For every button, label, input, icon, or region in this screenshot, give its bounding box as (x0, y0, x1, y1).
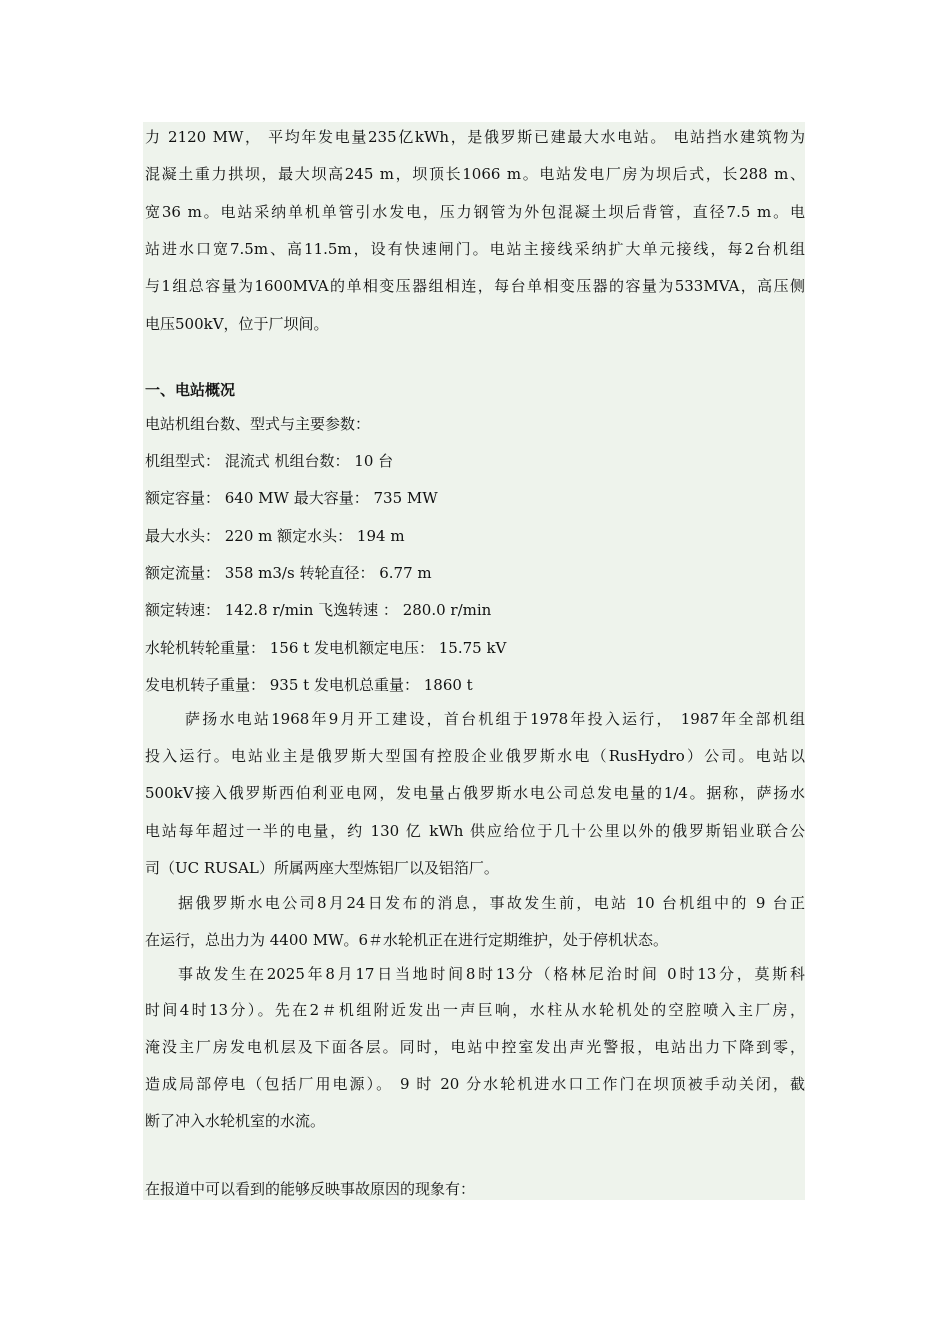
accident-line-1: 事故发生在2025年8月17日当地时间8时13分（格林尼治时间 0时13分，莫斯科 (178, 965, 805, 983)
param-line-1: 机组型式： 混流式 机组台数： 10 台 (145, 452, 394, 470)
history-line-3: 500kV接入俄罗斯西伯利亚电网，发电量占俄罗斯水电公司总发电量的1/4。据称，萨扬水 (145, 784, 805, 802)
intro-line-1: 力 2120 MW， 平均年发电量235亿kWh，是俄罗斯已建最大水电站。 电站挡水建筑物为 (145, 128, 805, 146)
history-line-4: 电站每年超过一半的电量，约 130 亿 kWh 供应给位于几十公里以外的俄罗斯铝业联合公 (145, 822, 805, 840)
history-line-5: 司（UC RUSAL）所属两座大型炼铝厂以及铝箔厂。 (145, 859, 499, 877)
status-line-1: 据俄罗斯水电公司8月24日发布的消息，事故发生前，电站 10 台机组中的 9 台正 (178, 894, 805, 912)
status-line-2: 在运行，总出力为 4400 MW。6＃水轮机正在进行定期维护，处于停机状态。 (145, 931, 669, 949)
section-heading: 一、电站概况 (145, 381, 236, 399)
param-line-3: 最大水头： 220 m 额定水头： 194 m (145, 527, 405, 545)
history-line-2: 投入运行。电站业主是俄罗斯大型国有控股企业俄罗斯水电（RusHydro）公司。电站以 (145, 747, 805, 765)
intro-line-6: 电压500kV，位于厂坝间。 (145, 315, 329, 333)
history-line-1: 萨扬水电站1968年9月开工建设，首台机组于1978年投入运行， 1987年全部机组 (185, 710, 805, 728)
param-line-4: 额定流量： 358 m3/s 转轮直径： 6.77 m (145, 564, 432, 582)
accident-line-4: 造成局部停电（包括厂用电源）。 9 时 20 分水轮机进水口工作门在坝顶被手动关闭，截 (145, 1075, 805, 1093)
intro-line-2: 混凝土重力拱坝，最大坝高245 m，坝顶长1066 m。电站发电厂房为坝后式，长288 m、 (145, 165, 805, 183)
param-line-7: 发电机转子重量： 935 t 发电机总重量： 1860 t (145, 676, 473, 694)
param-line-6: 水轮机转轮重量： 156 t 发电机额定电压： 15.75 kV (145, 639, 507, 657)
intro-line-3: 宽36 m。电站采纳单机单管引水发电，压力钢管为外包混凝土坝后背管，直径7.5 m。电 (145, 203, 805, 221)
intro-line-5: 与1组总容量为1600MVA的单相变压器组相连，每台单相变压器的容量为533MVA，高压侧 (145, 277, 805, 295)
accident-line-3: 淹没主厂房发电机层及下面各层。同时，电站中控室发出声光警报，电站出力下降到零， (145, 1038, 805, 1056)
accident-line-2: 时间4时13分）。先在2＃机组附近发出一声巨响，水柱从水轮机处的空腔喷入主厂房， (145, 1001, 805, 1019)
param-line-5: 额定转速： 142.8 r/min 飞逸转速 ： 280.0 r/min (145, 601, 492, 619)
closing-line: 在报道中可以看到的能够反映事故原因的现象有： (145, 1180, 476, 1198)
accident-line-5: 断了冲入水轮机室的水流。 (145, 1112, 326, 1130)
param-line-2: 额定容量： 640 MW 最大容量： 735 MW (145, 489, 438, 507)
params-intro: 电站机组台数、型式与主要参数： (145, 415, 371, 433)
intro-line-4: 站进水口宽7.5m、高11.5m，设有快速闸门。电站主接线采纳扩大单元接线，每2台机组 (145, 240, 805, 258)
